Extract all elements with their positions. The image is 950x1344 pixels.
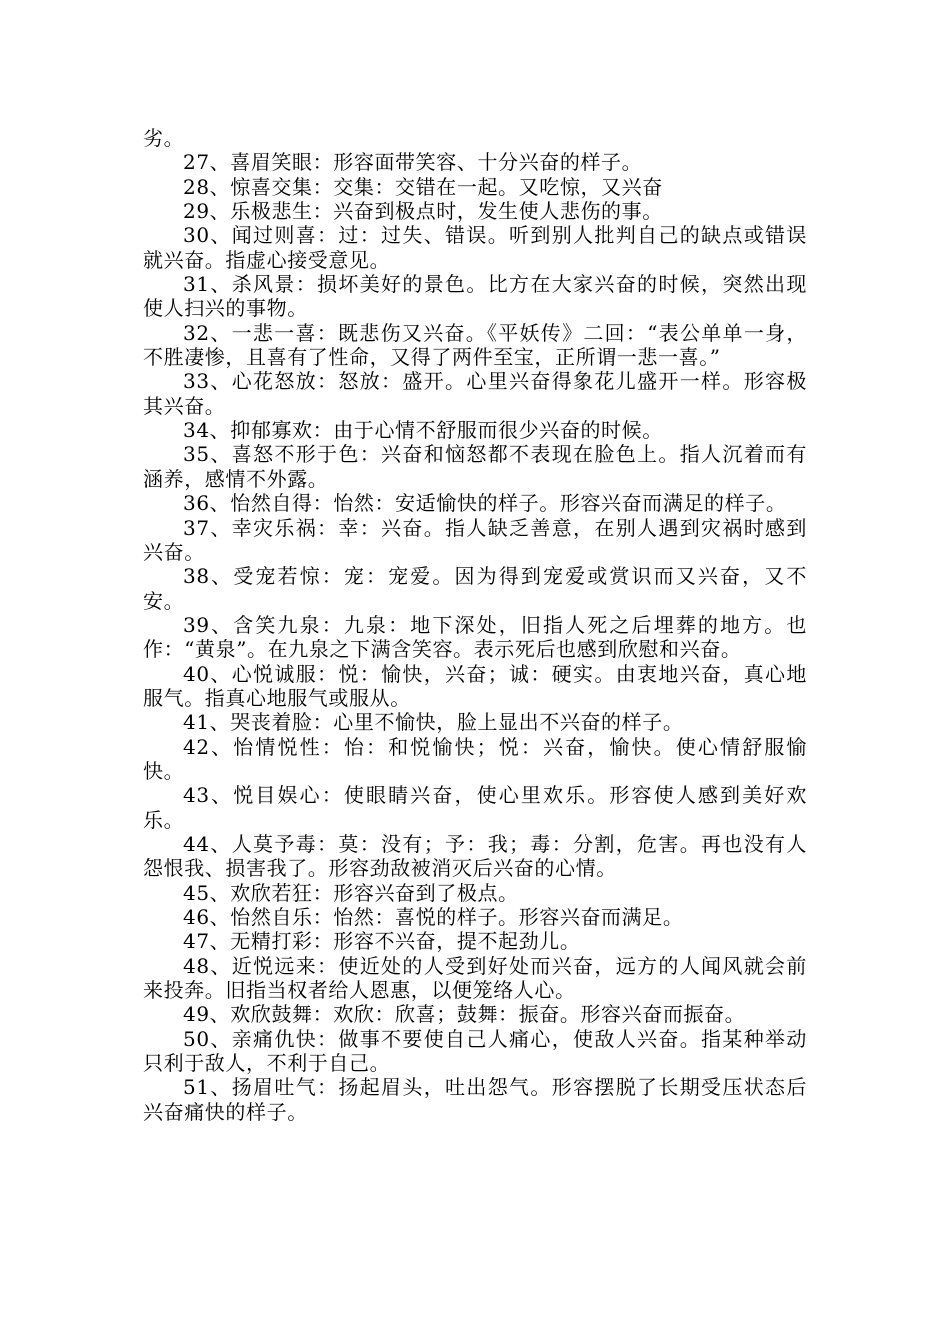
idiom-entry-28: 28、惊喜交集：交集：交错在一起。又吃惊，又兴奋 bbox=[183, 174, 663, 199]
idiom-entry-49: 49、欢欣鼓舞：欢欣：欣喜；鼓舞：振奋。形容兴奋而振奋。 bbox=[183, 1002, 746, 1027]
idiom-entry-40: 40、心悦诚服：悦：愉快，兴奋；诚：硬实。由衷地兴奋，真心地服气。指真心地服气或服从。 bbox=[143, 661, 807, 710]
idiom-entry-42: 42、怡情悦性：怡：和悦愉快；悦：兴奋，愉快。使心情舒服愉快。 bbox=[143, 734, 807, 783]
idiom-entry-32: 32、一悲一喜：既悲伤又兴奋。《平妖传》二回：“表公单单一身，不胜凄惨，且喜有了性命，又得了两件至宝，正所谓一悲一喜。” bbox=[143, 320, 807, 370]
idiom-entry-44: 44、人莫予毒：莫：没有；予：我；毒：分割，危害。再也没有人怨恨我、损害我了。形容劲敌被消灭后兴奋的心情。 bbox=[143, 831, 807, 881]
idiom-entry-33: 33、心花怒放：怒放：盛开。心里兴奋得象花儿盛开一样。形容极其兴奋。 bbox=[143, 369, 807, 418]
idiom-entry-30: 30、闻过则喜：过：过失、错误。听到别人批判自己的缺点或错误就兴奋。指虚心接受意见。 bbox=[143, 223, 807, 272]
idiom-entry-37: 37、幸灾乐祸：幸：兴奋。指人缺乏善意，在别人遇到灾祸时感到兴奋。 bbox=[143, 515, 807, 564]
idiom-entry-39: 39、含笑九泉：九泉：地下深处，旧指人死之后埋葬的地方。也作：“黄泉”。在九泉之下满含笑容。表示死后也感到欣慰和兴奋。 bbox=[143, 612, 807, 662]
document-body bbox=[143, 126, 807, 1124]
idiom-entry-41: 41、哭丧着脸：心里不愉快，脸上显出不兴奋的样子。 bbox=[183, 710, 684, 735]
idiom-entry-35: 35、喜怒不形于色：兴奋和恼怒都不表现在脸色上。指人沉着而有涵养，感情不外露。 bbox=[143, 442, 807, 491]
idiom-entry-45: 45、欢欣若狂：形容兴奋到了极点。 bbox=[183, 880, 519, 905]
idiom-entry-50: 50、亲痛仇快：做事不要使自己人痛心，使敌人兴奋。指某种举动只利于敌人，不利于自己。 bbox=[143, 1026, 807, 1076]
idiom-entry-27: 27、喜眉笑眼：形容面带笑容、十分兴奋的样子。 bbox=[183, 150, 643, 175]
idiom-entry-51: 51、扬眉吐气：扬起眉头，吐出怨气。形容摆脱了长期受压状态后兴奋痛快的样子。 bbox=[143, 1075, 807, 1124]
idiom-entry-47: 47、无精打彩：形容不兴奋，提不起劲儿。 bbox=[183, 929, 581, 954]
idiom-entry-31: 31、杀风景：损坏美好的景色。比方在大家兴奋的时候，突然出现使人扫兴的事物。 bbox=[143, 272, 807, 321]
paragraph-continued: 劣。 bbox=[143, 126, 185, 150]
idiom-entry-43: 43、悦目娱心：使眼睛兴奋，使心里欢乐。形容使人感到美好欢乐。 bbox=[143, 783, 807, 832]
idiom-entry-29: 29、乐极悲生：兴奋到极点时，发生使人悲伤的事。 bbox=[183, 199, 663, 224]
idiom-entry-48: 48、近悦远来：使近处的人受到好处而兴奋，远方的人闻风就会前来投奔。旧指当权者给人恩惠，以便笼络人心。 bbox=[143, 953, 807, 1003]
idiom-entry-34: 34、抑郁寡欢：由于心情不舒服而很少兴奋的时候。 bbox=[183, 418, 663, 443]
idiom-entry-46: 46、怡然自乐：怡然：喜悦的样子。形容兴奋而满足。 bbox=[183, 905, 684, 929]
idiom-entry-36: 36、怡然自得：怡然：安适愉快的样子。形容兴奋而满足的样子。 bbox=[183, 491, 787, 516]
idiom-entry-38: 38、受宠若惊：宠：宠爱。因为得到宠爱或赏识而又兴奋，又不安。 bbox=[143, 564, 807, 613]
